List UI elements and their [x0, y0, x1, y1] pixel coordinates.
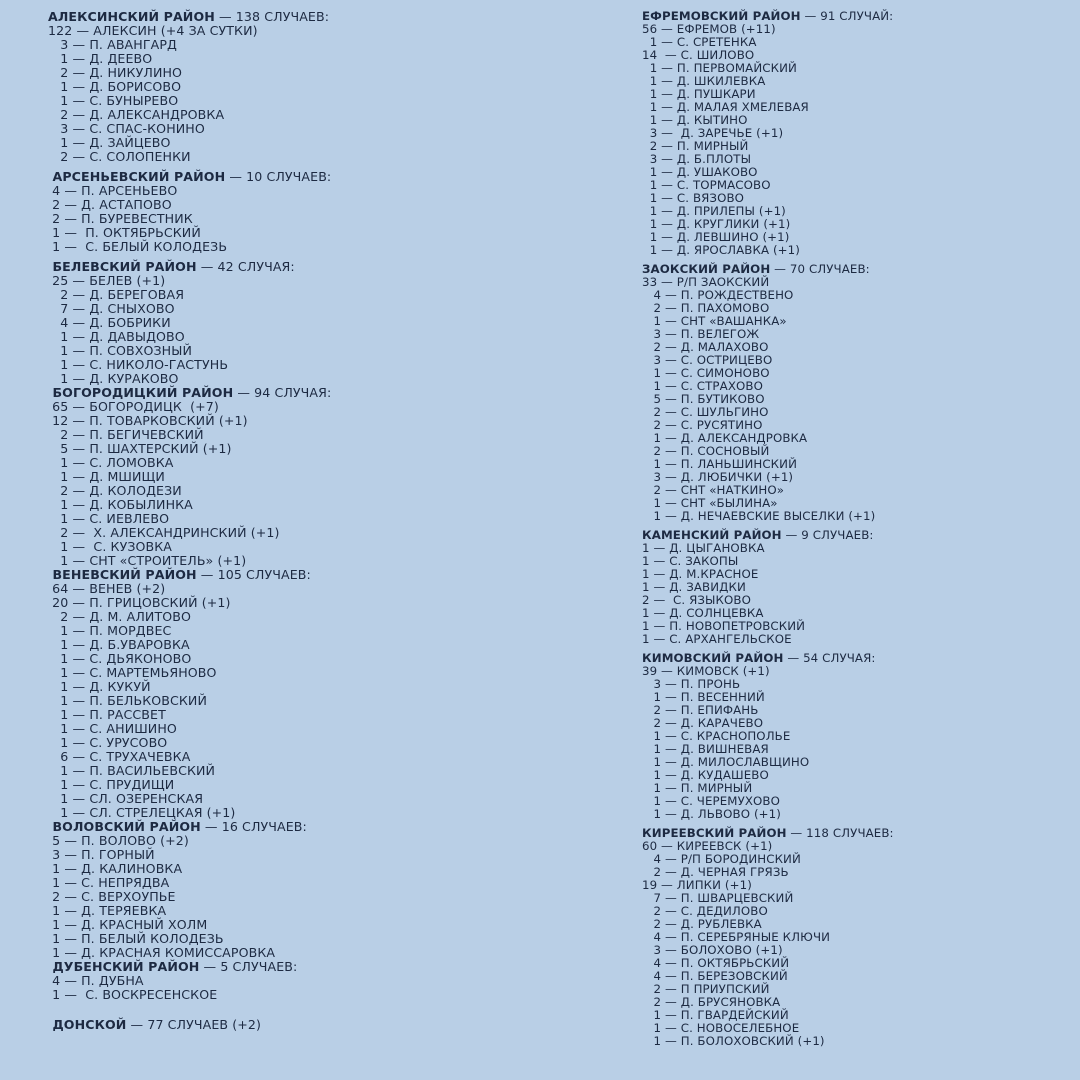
locality-entry: 1 — Д. УШАКОВО: [642, 165, 758, 179]
locality-entry: 1 — С. ЧЕРЕМУХОВО: [642, 794, 781, 808]
locality-entry: 1 — С. КУЗОВКА: [48, 539, 173, 554]
district-name: АРСЕНЬЕВСКИЙ РАЙОН: [48, 169, 226, 184]
locality-entry: 1 — С. МАРТЕМЬЯНОВО: [48, 665, 217, 680]
locality-entry: 1 — Д. КРАСНЫЙ ХОЛМ: [48, 917, 208, 932]
district-case-count: — 5 СЛУЧАЕВ:: [199, 959, 298, 974]
locality-entry: 3 — БОЛОХОВО (+1): [642, 943, 783, 957]
district-header: [48, 170, 568, 184]
district-case-count: — 42 СЛУЧАЯ:: [196, 259, 295, 274]
locality-entry: 1 — СНТ «ВАШАНКА»: [642, 314, 787, 328]
district-section: [48, 1018, 568, 1032]
district-section: [642, 529, 1072, 646]
locality-entry: 1 — П. НОВОПЕТРОВСКИЙ: [642, 619, 806, 633]
locality-entry: 1 — СНТ «БЫЛИНА»: [642, 496, 778, 510]
district-case-count: — 54 СЛУЧАЯ:: [783, 651, 876, 665]
district-case-count: — 16 СЛУЧАЕВ:: [200, 819, 307, 834]
district-header: [48, 960, 568, 974]
district-name: АЛЕКСИНСКИЙ РАЙОН: [48, 9, 215, 24]
locality-entry: 1 — Д. МАЛАЯ ХМЕЛЕВАЯ: [642, 100, 809, 114]
locality-entry: 4 — П. АРСЕНЬЕВО: [48, 183, 178, 198]
locality-entry: 1 — Д. КУРАКОВО: [48, 371, 179, 386]
district-case-count: — 70 СЛУЧАЕВ:: [770, 262, 870, 276]
locality-entry: 3 — Д. Б.ПЛОТЫ: [642, 152, 752, 166]
district-case-count: — 138 СЛУЧАЕВ:: [214, 9, 330, 24]
locality-entry: 1 — П. РАССВЕТ: [48, 707, 166, 722]
district-section: [48, 960, 568, 1002]
district-name: ВЕНЕВСКИЙ РАЙОН: [48, 567, 197, 582]
locality-entry: 2 — Д. КОЛОДЕЗИ: [48, 483, 182, 498]
locality-entry: 2 — Д. ЧЕРНАЯ ГРЯЗЬ: [642, 865, 789, 879]
locality-entry: 2 — Д. НИКУЛИНО: [48, 65, 183, 80]
locality-entry: 1 — Д. ЗАВИДКИ: [642, 580, 746, 594]
locality-entry: 1 — Д. ПУШКАРИ: [642, 87, 756, 101]
locality-entry: 1 — П. ГВАРДЕЙСКИЙ: [642, 1008, 789, 1022]
district-header: [48, 820, 568, 834]
locality-entry: 2 — Х. АЛЕКСАНДРИНСКИЙ (+1): [48, 525, 280, 540]
locality-entry: 2 — П. БЕГИЧЕВСКИЙ: [48, 427, 204, 442]
district-case-count: — 91 СЛУЧАЙ:: [800, 9, 894, 23]
locality-entry: 1 — Д. ДЕЕВО: [48, 51, 153, 66]
locality-entry: 7 — Д. СНЫХОВО: [48, 301, 175, 316]
district-name: ДОНСКОЙ: [48, 1017, 127, 1032]
locality-entry: 7 — П. ШВАРЦЕВСКИЙ: [642, 891, 794, 905]
locality-entry: 1 — Д. КРАСНАЯ КОМИССАРОВКА: [48, 945, 276, 960]
locality-entry: 1 — П. БЕЛЫЙ КОЛОДЕЗЬ: [48, 931, 224, 946]
locality-entry: 60 — КИРЕЕВСК (+1): [642, 839, 773, 853]
locality-entry: 1 — П. МИРНЫЙ: [642, 781, 753, 795]
locality-entry: 2 — С. ДЕДИЛОВО: [642, 904, 768, 918]
locality-entry: 1 — С. ВЯЗОВО: [642, 191, 745, 205]
locality-entry: 64 — ВЕНЕВ (+2): [48, 581, 166, 596]
locality-entry: 65 — БОГОРОДИЦК (+7): [48, 399, 219, 414]
locality-entry: 1 — Д. СОЛНЦЕВКА: [642, 606, 764, 620]
locality-entry: 25 — БЕЛЕВ (+1): [48, 273, 166, 288]
locality-entry: 1 — Д. ЯРОСЛАВКА (+1): [642, 243, 800, 257]
locality-entry: 2 — СНТ «НАТКИНО»: [642, 483, 785, 497]
locality-entry: 5 — П. ШАХТЕРСКИЙ (+1): [48, 441, 232, 456]
locality-entry: 1 — Д. ВИШНЕВАЯ: [642, 742, 769, 756]
locality-entry: 1 — С. ДЬЯКОНОВО: [48, 651, 192, 666]
locality-entry: 2 — С. ЯЗЫКОВО: [642, 593, 751, 607]
district-case-count: — 10 СЛУЧАЕВ:: [225, 169, 332, 184]
locality-entry: 1 — С. БУНЫРЕВО: [48, 93, 179, 108]
locality-entry: 2 — Д. АЛЕКСАНДРОВКА: [48, 107, 225, 122]
locality-entry: 1 — С. СРЕТЕНКА: [642, 35, 757, 49]
district-header: [48, 386, 568, 400]
locality-entry: 56 — ЕФРЕМОВ (+11): [642, 22, 776, 36]
locality-entry: 4 — П. СЕРЕБРЯНЫЕ КЛЮЧИ: [642, 930, 831, 944]
locality-entry: 2 — П. СОСНОВЫЙ: [642, 444, 770, 458]
district-section: [48, 170, 568, 254]
locality-entry: 2 — С. СОЛОПЕНКИ: [48, 149, 191, 164]
locality-entry: 12 — П. ТОВАРКОВСКИЙ (+1): [48, 413, 248, 428]
locality-entry: 1 — СЛ. ОЗЕРЕНСКАЯ: [48, 791, 204, 806]
locality-entry: 1 — Д. АЛЕКСАНДРОВКА: [642, 431, 808, 445]
district-section: [642, 10, 1072, 257]
locality-entry: 2 — П ПРИУПСКИЙ: [642, 982, 770, 996]
locality-entry: 3 — С. СПАС-КОНИНО: [48, 121, 205, 136]
locality-entry: 1 — Д. ЛЬВОВО (+1): [642, 807, 781, 821]
locality-entry: 1 — С. ЛОМОВКА: [48, 455, 174, 470]
locality-entry: 2 — Д. М. АЛИТОВО: [48, 609, 192, 624]
locality-entry: 1 — Д. МШИЩИ: [48, 469, 165, 484]
locality-entry: 5 — П. БУТИКОВО: [642, 392, 765, 406]
locality-entry: 2 — П. ЕПИФАНЬ: [642, 703, 759, 717]
locality-entry: 1 — П. ВЕСЕННИЙ: [642, 690, 765, 704]
locality-entry: 1 — П. ВАСИЛЬЕВСКИЙ: [48, 763, 216, 778]
right-column: [642, 10, 1072, 1048]
locality-entry: 1 — Д. ЗАЙЦЕВО: [48, 135, 171, 150]
locality-entry: 4 — Р/П БОРОДИНСКИЙ: [642, 852, 801, 866]
locality-entry: 2 — Д. МАЛАХОВО: [642, 340, 769, 354]
district-case-count: — 105 СЛУЧАЕВ:: [196, 567, 311, 582]
locality-entry: 3 — Д. ЛЮБИЧКИ (+1): [642, 470, 794, 484]
district-header: [48, 568, 568, 582]
district-section: [48, 260, 568, 386]
locality-entry: 1 — С. ТОРМАСОВО: [642, 178, 771, 192]
locality-entry: 14 — С. ШИЛОВО: [642, 48, 755, 62]
locality-entry: 3 — С. ОСТРИЦЕВО: [642, 353, 773, 367]
locality-entry: 1 — Д. ШКИЛЕВКА: [642, 74, 766, 88]
left-column: [48, 10, 568, 1032]
locality-entry: 1 — Д. М.КРАСНОЕ: [642, 567, 759, 581]
locality-entry: 1 — С. ПРУДИЩИ: [48, 777, 175, 792]
locality-entry: 2 — Д. БЕРЕГОВАЯ: [48, 287, 185, 302]
district-name: ЗАОКСКИЙ РАЙОН: [642, 262, 771, 276]
locality-entry: 1 — П. БЕЛЬКОВСКИЙ: [48, 693, 207, 708]
locality-entry: 39 — КИМОВСК (+1): [642, 664, 770, 678]
locality-entry: 2 — С. ВЕРХОУПЬЕ: [48, 889, 176, 904]
district-name: КИМОВСКИЙ РАЙОН: [642, 651, 784, 665]
locality-entry: 1 — СНТ «СТРОИТЕЛЬ» (+1): [48, 553, 247, 568]
district-header: [48, 10, 568, 24]
district-name: БЕЛЕВСКИЙ РАЙОН: [48, 259, 197, 274]
locality-entry: 1 — Д. ПРИЛЕПЫ (+1): [642, 204, 786, 218]
district-case-count: — 118 СЛУЧАЕВ:: [786, 826, 894, 840]
locality-entry: 1 — Д. КУДАШЕВО: [642, 768, 769, 782]
locality-entry: 1 — С. ВОСКРЕСЕНСКОЕ: [48, 987, 218, 1002]
locality-entry: 2 — П. БУРЕВЕСТНИК: [48, 211, 193, 226]
locality-entry: 1 — П. ОКТЯБРЬСКИЙ: [48, 225, 201, 240]
district-header: [48, 260, 568, 274]
district-section: [48, 820, 568, 960]
locality-entry: 1 — Д. НЕЧАЕВСКИЕ ВЫСЕЛКИ (+1): [642, 509, 876, 523]
locality-entry: 1 — Д. Б.УВАРОВКА: [48, 637, 190, 652]
locality-entry: 20 — П. ГРИЦОВСКИЙ (+1): [48, 595, 231, 610]
locality-entry: 1 — С. АНИШИНО: [48, 721, 177, 736]
locality-entry: 4 — П. ДУБНА: [48, 973, 144, 988]
locality-entry: 2 — С. ШУЛЬГИНО: [642, 405, 769, 419]
locality-entry: 3 — П. АВАНГАРД: [48, 37, 177, 52]
locality-entry: 1 — С. БЕЛЫЙ КОЛОДЕЗЬ: [48, 239, 228, 254]
locality-entry: 5 — П. ВОЛОВО (+2): [48, 833, 189, 848]
locality-entry: 2 — Д. АСТАПОВО: [48, 197, 172, 212]
locality-entry: 1 — П. МОРДВЕС: [48, 623, 172, 638]
district-case-count: — 94 СЛУЧАЯ:: [233, 385, 332, 400]
locality-entry: 3 — П. ПРОНЬ: [642, 677, 741, 691]
district-name: КАМЕНСКИЙ РАЙОН: [642, 528, 782, 542]
district-header: [48, 1018, 568, 1032]
locality-entry: 4 — П. БЕРЕЗОВСКИЙ: [642, 969, 788, 983]
locality-entry: 2 — П. ПАХОМОВО: [642, 301, 770, 315]
locality-entry: 3 — Д. ЗАРЕЧЬЕ (+1): [642, 126, 784, 140]
locality-entry: 1 — С. КРАСНОПОЛЬЕ: [642, 729, 791, 743]
locality-entry: 1 — С. УРУСОВО: [48, 735, 168, 750]
locality-entry: 33 — Р/П ЗАОКСКИЙ: [642, 275, 770, 289]
locality-entry: 1 — Д. КЫТИНО: [642, 113, 748, 127]
district-case-count: — 9 СЛУЧАЕВ:: [781, 528, 874, 542]
locality-entry: 1 — Д. ЦЫГАНОВКА: [642, 541, 765, 555]
locality-entry: 3 — П. ВЕЛЕГОЖ: [642, 327, 760, 341]
locality-entry: 4 — П. РОЖДЕСТВЕНО: [642, 288, 794, 302]
locality-entry: 1 — С. СИМОНОВО: [642, 366, 770, 380]
locality-entry: 2 — С. РУСЯТИНО: [642, 418, 763, 432]
locality-entry: 2 — Д. РУБЛЕВКА: [642, 917, 762, 931]
locality-entry: 2 — Д. БРУСЯНОВКА: [642, 995, 781, 1009]
locality-entry: 2 — П. МИРНЫЙ: [642, 139, 749, 153]
district-name: ВОЛОВСКИЙ РАЙОН: [48, 819, 201, 834]
locality-entry: 1 — С. НИКОЛО-ГАСТУНЬ: [48, 357, 229, 372]
locality-entry: 1 — Д. КОБЫЛИНКА: [48, 497, 193, 512]
locality-entry: 1 — П. ЛАНЬШИНСКИЙ: [642, 457, 797, 471]
district-section: [642, 827, 1072, 1048]
locality-entry: 1 — Д. ЛЕВШИНО (+1): [642, 230, 790, 244]
district-name: ЕФРЕМОВСКИЙ РАЙОН: [642, 9, 801, 23]
district-section: [642, 652, 1072, 821]
locality-entry: 1 — С. НЕПРЯДВА: [48, 875, 170, 890]
district-section: [642, 263, 1072, 523]
locality-entry: 1 — Д. КУКУЙ: [48, 679, 151, 694]
locality-entry: 1 — Д. ДАВЫДОВО: [48, 329, 185, 344]
district-name: ДУБЕНСКИЙ РАЙОН: [48, 959, 200, 974]
district-section: [48, 568, 568, 820]
locality-entry: 1 — С. СТРАХОВО: [642, 379, 763, 393]
district-case-count: — 77 СЛУЧАЕВ (+2): [126, 1017, 262, 1032]
locality-entry: 2 — Д. КАРАЧЕВО: [642, 716, 764, 730]
locality-entry: 1 — Д. МИЛОСЛАВЩИНО: [642, 755, 810, 769]
locality-entry: 1 — С. ЗАКОПЫ: [642, 554, 739, 568]
district-section: [48, 386, 568, 568]
locality-entry: 6 — С. ТРУХАЧЕВКА: [48, 749, 191, 764]
locality-entry: 1 — Д. ТЕРЯЕВКА: [48, 903, 167, 918]
locality-entry: 1 — П. БОЛОХОВСКИЙ (+1): [642, 1034, 825, 1048]
locality-entry: 1 — Д. КРУГЛИКИ (+1): [642, 217, 791, 231]
district-name: КИРЕЕВСКИЙ РАЙОН: [642, 826, 787, 840]
locality-entry: 3 — П. ГОРНЫЙ: [48, 847, 155, 862]
locality-entry: 1 — П. ПЕРВОМАЙСКИЙ: [642, 61, 797, 75]
district-section: [48, 10, 568, 164]
locality-entry: 1 — С. НОВОСЕЛЕБНОЕ: [642, 1021, 800, 1035]
locality-entry: 1 — П. СОВХОЗНЫЙ: [48, 343, 192, 358]
locality-entry: 1 — С. АРХАНГЕЛЬСКОЕ: [642, 632, 792, 646]
locality-entry: 4 — П. ОКТЯБРЬСКИЙ: [642, 956, 790, 970]
locality-entry: 1 — Д. БОРИСОВО: [48, 79, 182, 94]
locality-entry: 1 — СЛ. СТРЕЛЕЦКАЯ (+1): [48, 805, 236, 820]
locality-entry: 19 — ЛИПКИ (+1): [642, 878, 752, 892]
locality-entry: 1 — С. ИЕВЛЕВО: [48, 511, 170, 526]
district-name: БОГОРОДИЦКИЙ РАЙОН: [48, 385, 234, 400]
locality-entry: 4 — Д. БОБРИКИ: [48, 315, 171, 330]
locality-entry: 122 — АЛЕКСИН (+4 ЗА СУТКИ): [48, 23, 258, 38]
locality-entry: 1 — Д. КАЛИНОВКА: [48, 861, 183, 876]
